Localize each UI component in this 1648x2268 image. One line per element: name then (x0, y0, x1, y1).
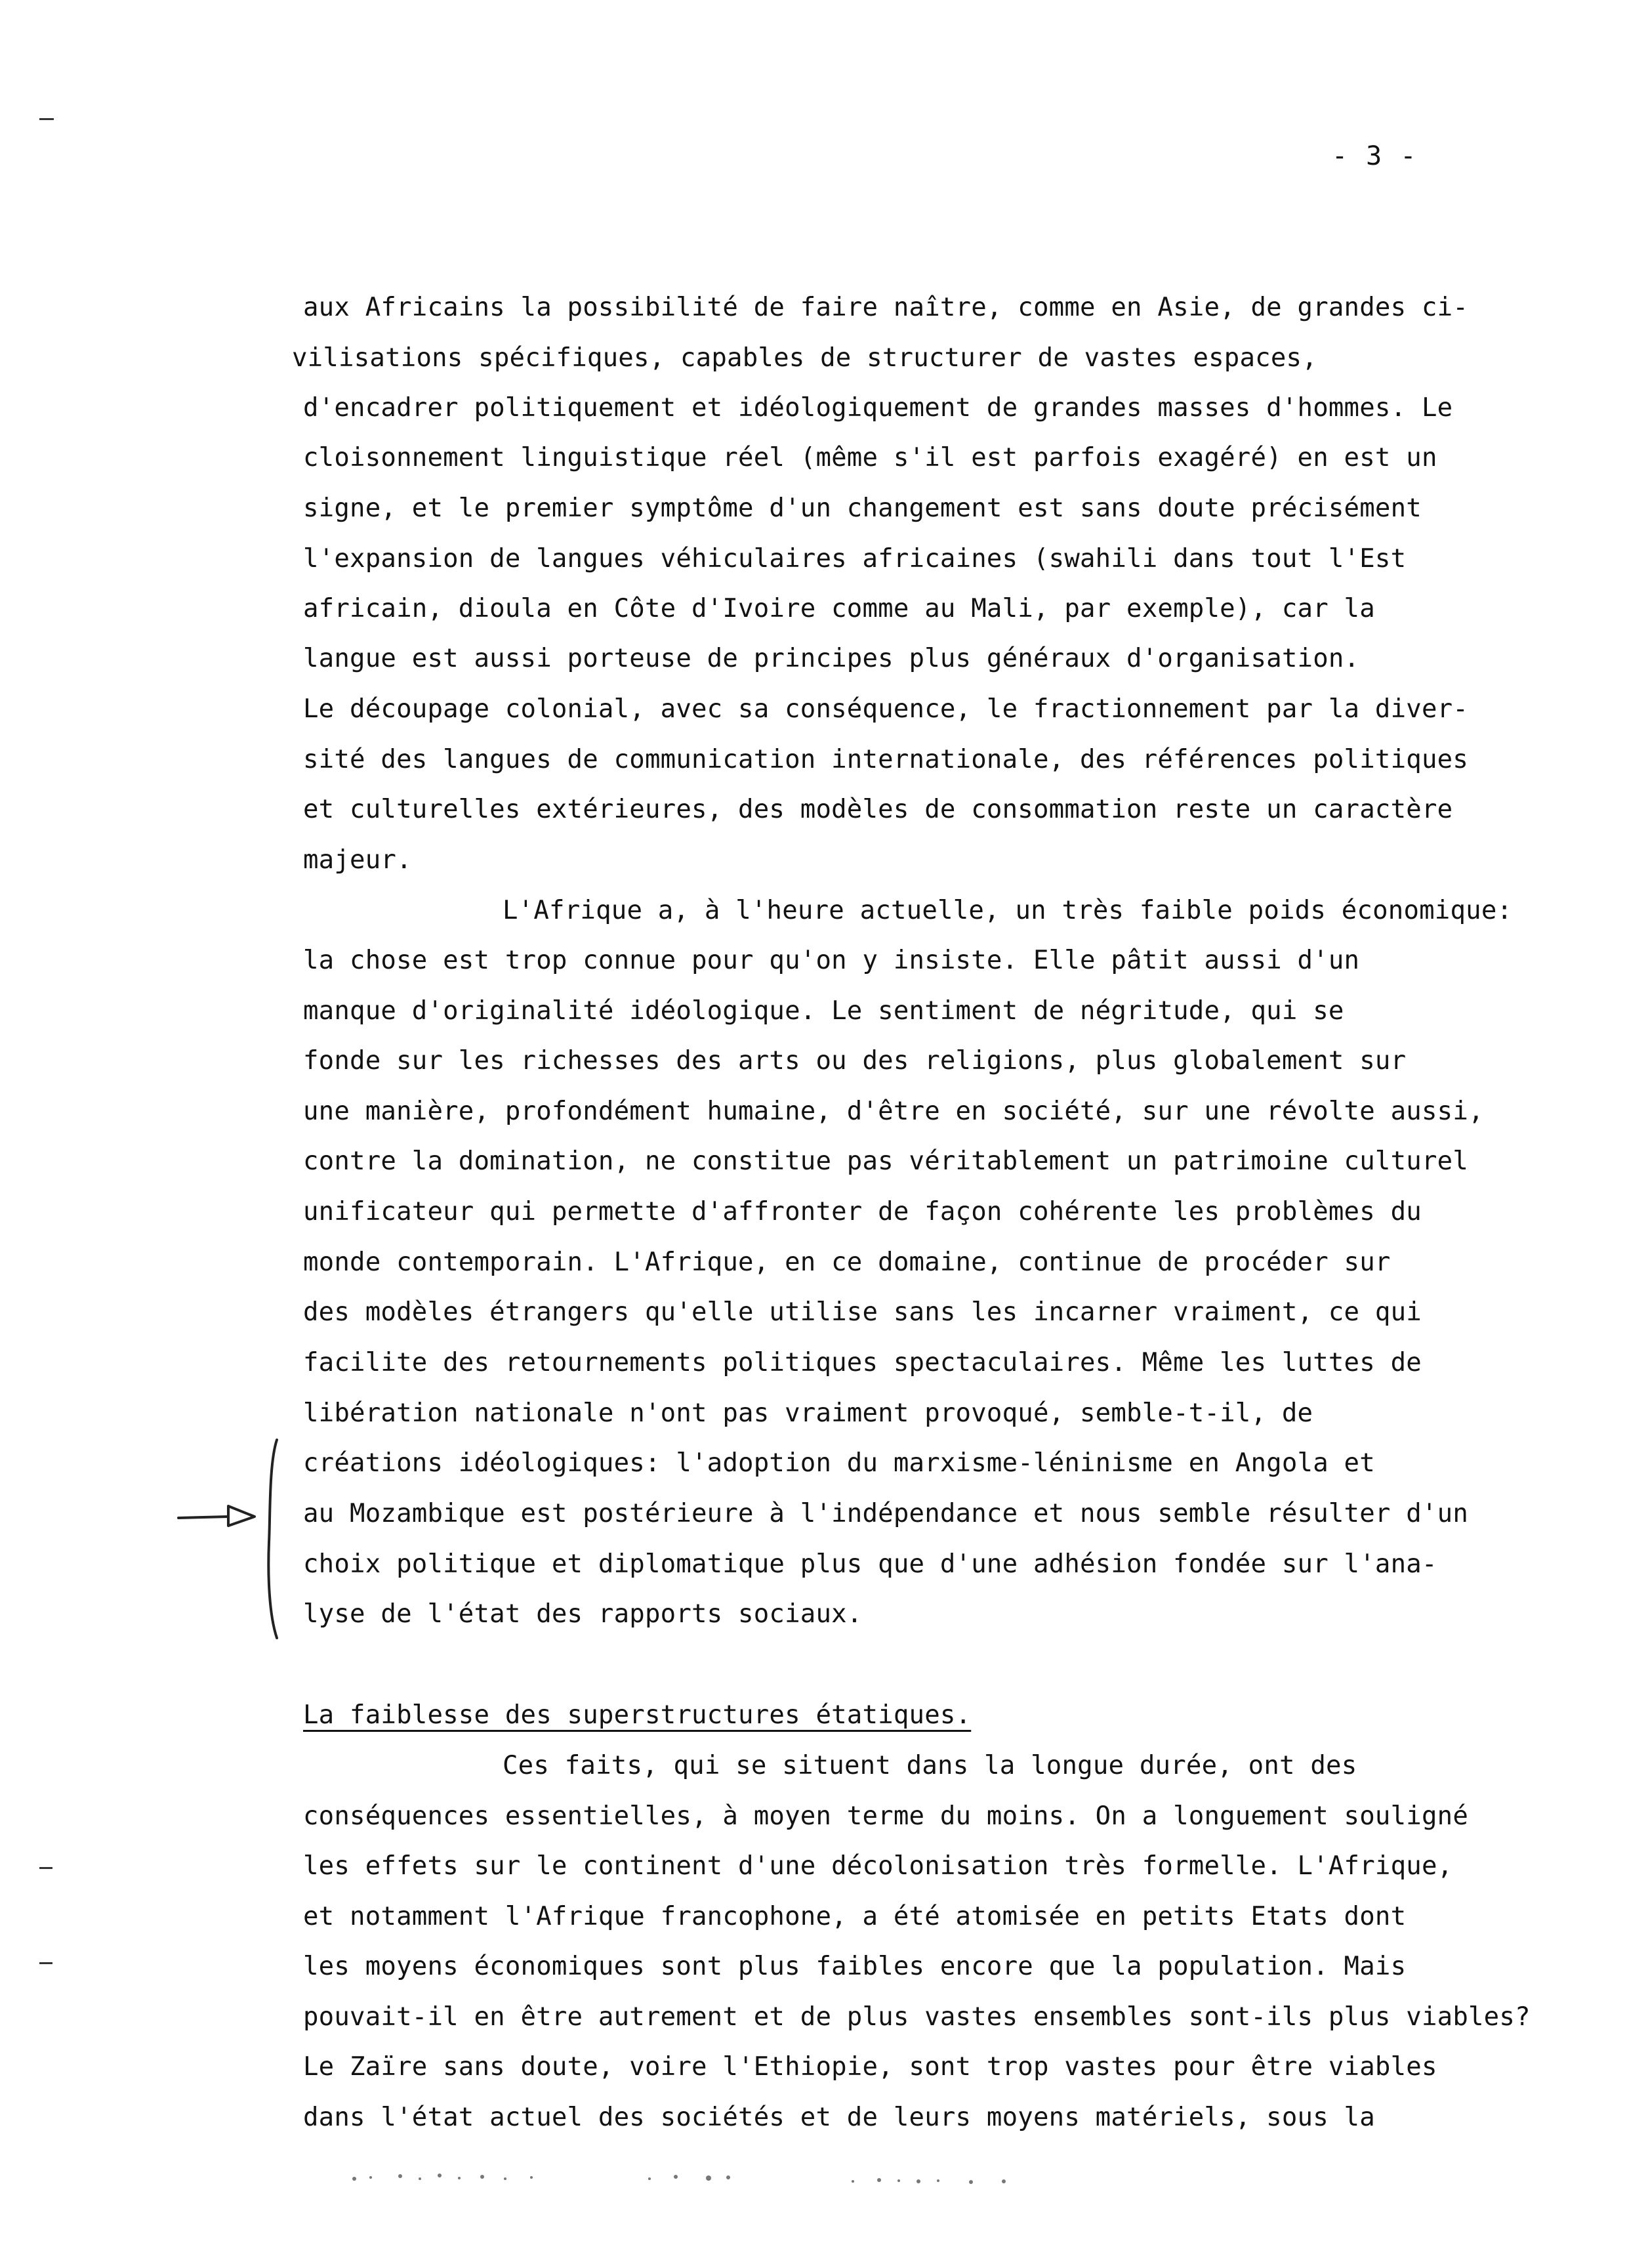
text-line: Le découpage colonial, avec sa conséquence, le fractionnement par la diver- (303, 694, 1468, 724)
text-line: et culturelles extérieures, des modèles de consommation reste un caractère (303, 795, 1453, 824)
scan-mark (39, 1867, 52, 1869)
text-line: lyse de l'état des rapports sociaux. (303, 1599, 863, 1629)
text-line: L'Afrique a, à l'heure actuelle, un très faible poids économique: (503, 896, 1513, 925)
text-line: et notamment l'Afrique francophone, a été atomisée en petits Etats dont (303, 1902, 1407, 1931)
text-line: Le Zaïre sans doute, voire l'Ethiopie, sont trop vastes pour être viables (303, 2052, 1437, 2082)
text-line: d'encadrer politiquement et idéologiquement de grandes masses d'hommes. Le (303, 393, 1453, 423)
text-line: les moyens économiques sont plus faibles encore que la population. Mais (303, 1952, 1407, 1981)
text-line: majeur. (303, 845, 412, 875)
text-line: une manière, profondément humaine, d'être en société, sur une révolte aussi, (303, 1097, 1484, 1126)
text-line: au Mozambique est postérieure à l'indépendance et nous semble résulter d'un (303, 1499, 1468, 1528)
section-heading: La faiblesse des superstructures étatiques. (303, 1700, 972, 1730)
text-line: des modèles étrangers qu'elle utilise sans les incarner vraiment, ce qui (303, 1297, 1422, 1327)
text-line: cloisonnement linguistique réel (même s'il est parfois exagéré) en est un (303, 443, 1437, 472)
scan-mark (39, 118, 54, 120)
text-line: manque d'originalité idéologique. Le sentiment de négritude, qui se (303, 996, 1344, 1026)
scan-mark (39, 1962, 52, 1964)
text-line: Ces faits, qui se situent dans la longue durée, ont des (503, 1751, 1357, 1780)
text-line: créations idéologiques: l'adoption du marxisme-léninisme en Angola et (303, 1448, 1375, 1478)
text-line: facilite des retournements politiques spectaculaires. Même les luttes de (303, 1348, 1422, 1377)
text-line: libération nationale n'ont pas vraiment provoqué, semble-t-il, de (303, 1398, 1313, 1428)
text-line: contre la domination, ne constitue pas véritablement un patrimoine culturel (303, 1146, 1468, 1176)
text-line: choix politique et diplomatique plus que d'une adhésion fondée sur l'ana- (303, 1549, 1437, 1579)
text-line: fonde sur les richesses des arts ou des religions, plus globalement sur (303, 1046, 1407, 1076)
text-line: monde contemporain. L'Afrique, en ce domaine, continue de procéder sur (303, 1248, 1391, 1277)
text-line: l'expansion de langues véhiculaires africaines (swahili dans tout l'Est (303, 544, 1407, 574)
text-line: africain, dioula en Côte d'Ivoire comme au Mali, par exemple), car la (303, 594, 1375, 623)
text-line: conséquences essentielles, à moyen terme du moins. On a longuement souligné (303, 1801, 1468, 1831)
scan-noise (341, 2159, 1128, 2198)
margin-arrow-mark (177, 1500, 262, 1532)
text-line: langue est aussi porteuse de principes plus généraux d'organisation. (303, 644, 1360, 673)
text-line: sité des langues de communication internationale, des références politiques (303, 745, 1468, 774)
text-line: pouvait-il en être autrement et de plus vastes ensembles sont-ils plus viables? (303, 2002, 1531, 2032)
text-line: dans l'état actuel des sociétés et de leurs moyens matériels, sous la (303, 2103, 1375, 2132)
text-line: les effets sur le continent d'une décolonisation très formelle. L'Afrique, (303, 1851, 1453, 1881)
text-line: unificateur qui permette d'affronter de façon cohérente les problèmes du (303, 1197, 1422, 1227)
page-number: - 3 - (1332, 141, 1418, 171)
text-line: signe, et le premier symptôme d'un changement est sans doute précisément (303, 494, 1422, 523)
text-line: vilisations spécifiques, capables de structurer de vastes espaces, (292, 343, 1317, 373)
text-line: la chose est trop connue pour qu'on y insiste. Elle pâtit aussi d'un (303, 946, 1360, 975)
margin-bracket-mark (262, 1437, 282, 1641)
text-line: aux Africains la possibilité de faire naître, comme en Asie, de grandes ci- (303, 293, 1468, 322)
